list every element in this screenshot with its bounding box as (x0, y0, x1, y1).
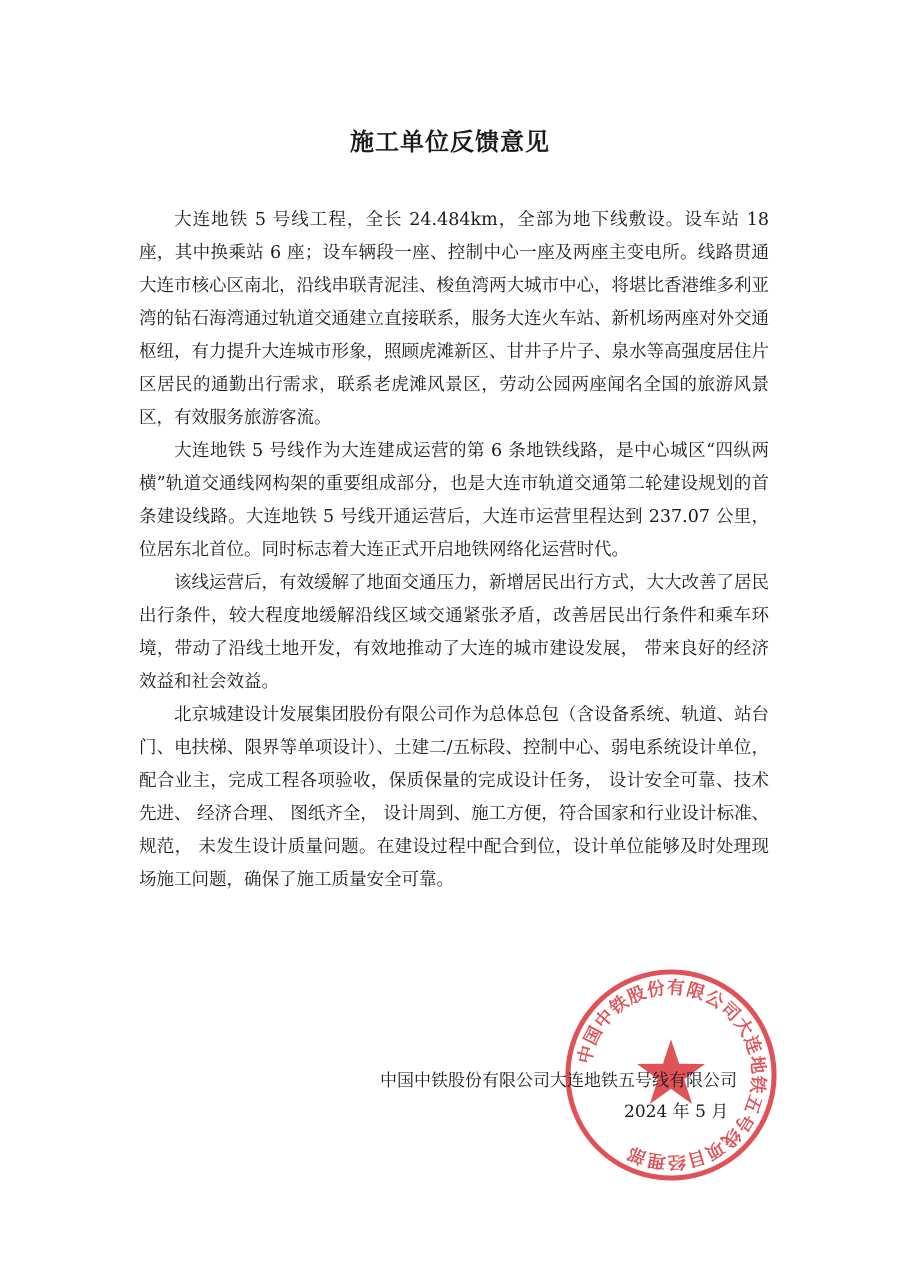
signature-date: 2024 年 5 月 (624, 1102, 729, 1122)
paragraph-operation-benefits: 该线运营后，有效缓解了地面交通压力，新增居民出行方式，大大改善了居民出行条件，较大程度地缓解沿线区域交通紧张矛盾，改善居民出行条件和乘车环境，带动了沿线土地开发，有效地推动了大连的城市建设发展， 带来良好的经济效益和社会效益。 (139, 573, 769, 692)
paragraph-design-feedback: 北京城建设计发展集团股份有限公司作为总体总包（含设备系统、轨道、站台门、电扶梯、限界等单项设计）、土建二/五标段、控制中心、弱电系统设计单位，配合业主，完成工程各项验收，保质保量的完成设计任务， 设计安全可靠、技术先进、 经济合理、 图纸齐全， 设计周到、施工方便，符合国家和行业设计标准、 规范， 未发生设计质量问题。在建设过程中配合到位，设计单位能够及时处理现场施工问题，确保了施工质量安全可靠。 (139, 705, 769, 890)
document-body (139, 204, 769, 897)
paragraph-project-overview: 大连地铁 5 号线工程，全长 24.484km，全部为地下线敷设。设车站 18 座，其中换乘站 6 座；设车辆段一座、控制中心一座及两座主变电所。线路贯通大连市核心区南北，沿线串联青泥洼、梭鱼湾两大城市中心，将堪比香港维多利亚湾的钻石海湾通过轨道交通建立直接联系，服务大连火车站、新机场两座对外交通枢纽，有力提升大连城市形象，照顾虎滩新区、甘井子片子、泉水等高强度居住片区居民的通勤出行需求，联系老虎滩风景区，劳动公园两座闻名全国的旅游风景区，有效服务旅游客流。 (139, 210, 769, 428)
signature-block (380, 1066, 780, 1128)
paragraph-network-role: 大连地铁 5 号线作为大连建成运营的第 6 条地铁线路，是中心城区“四纵两横”轨道交通线网构架的重要组成部分，也是大连市轨道交通第二轮建设规划的首条建设线路。大连地铁 5 号线开通运营后，大连市运营里程达到 237.07 公里，位居东北首位。同时标志着大连正式开启地铁网络化运营时代。 (139, 441, 769, 560)
document-title: 施工单位反馈意见 (350, 128, 550, 156)
seal-arc-text: 中国中铁股份有限公司大连地铁五号线项目经理部 (574, 977, 769, 1173)
signature-organization: 中国中铁股份有限公司大连地铁五号线有限公司 (380, 1071, 737, 1091)
